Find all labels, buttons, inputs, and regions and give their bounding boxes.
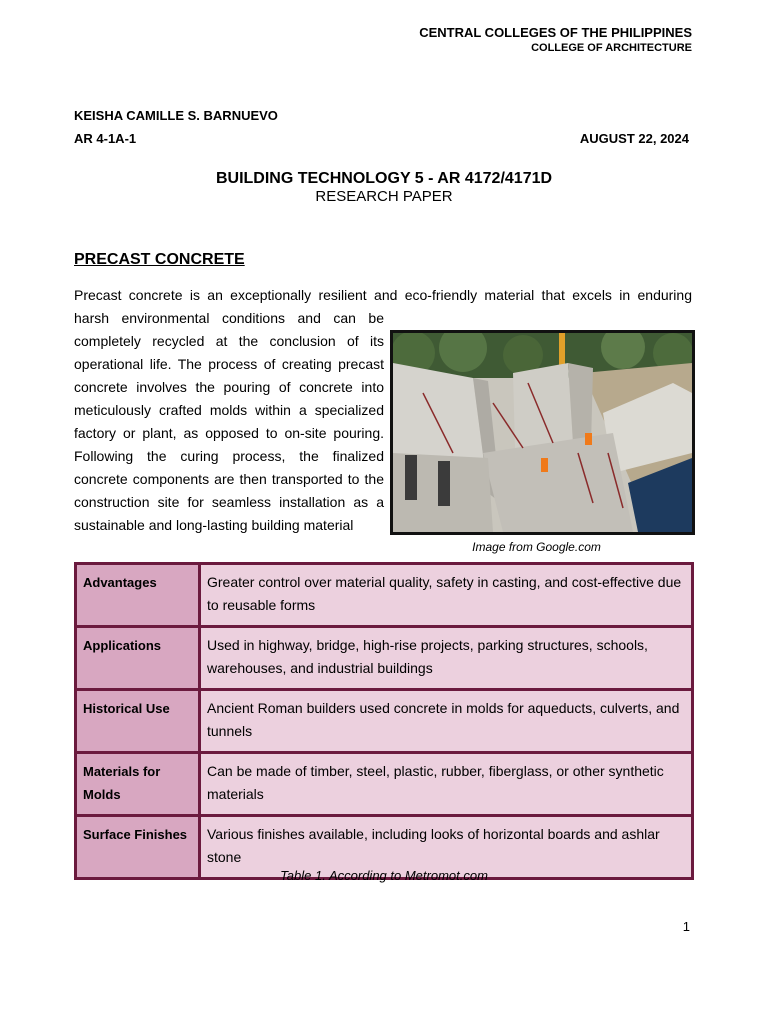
row-key: Surface Finishes [76, 816, 200, 879]
table-caption: Table 1. According to Metromot.com [280, 868, 488, 883]
institution-name: CENTRAL COLLEGES OF THE PHILIPPINES [419, 25, 692, 40]
row-value: Ancient Roman builders used concrete in molds for aqueducts, culverts, and tunnels [200, 690, 693, 753]
row-value: Used in highway, bridge, high-rise projects, parking structures, schools, warehouses, and industrial buildings [200, 627, 693, 690]
row-key: Historical Use [76, 690, 200, 753]
precast-info-table [74, 562, 694, 880]
section-heading: PRECAST CONCRETE [74, 251, 245, 268]
row-key: Materials for Molds [76, 753, 200, 816]
college-name: COLLEGE OF ARCHITECTURE [531, 42, 692, 54]
table-row [76, 753, 693, 816]
row-key: Applications [76, 627, 200, 690]
table-row [76, 564, 693, 627]
table-row [76, 690, 693, 753]
paragraph-body: harsh environmental conditions and can be completely recycled at the conclusion of its operational life. The process of creating precast concrete involves the pouring of concrete into meticulously crafted molds within a specialized factory or plant, as opposed to on-site pouring. Following the curing process, the finalized concrete components are then transported to the construction site for seamless installation as a sustainable and long-lasting building material [74, 310, 384, 533]
row-value: Greater control over material quality, safety in casting, and cost-effective due to reusable forms [200, 564, 693, 627]
paragraph-first-line: Precast concrete is an exceptionally resilient and eco-friendly material that excels in enduring [74, 287, 692, 303]
paper-type: RESEARCH PAPER [315, 188, 453, 205]
precast-construction-photo [390, 330, 695, 535]
course-title: BUILDING TECHNOLOGY 5 - AR 4172/4171D [215, 170, 553, 187]
page-number: 1 [682, 919, 690, 934]
row-value: Various finishes available, including looks of horizontal boards and ashlar stone [200, 816, 693, 879]
author-name: KEISHA CAMILLE S. BARNUEVO [74, 108, 278, 123]
document-date: AUGUST 22, 2024 [579, 131, 689, 146]
class-section: AR 4-1A-1 [74, 131, 137, 146]
table-row [76, 627, 693, 690]
row-value: Can be made of timber, steel, plastic, rubber, fiberglass, or other synthetic materials [200, 753, 693, 816]
row-key: Advantages [76, 564, 200, 627]
image-caption: Image from Google.com [472, 540, 601, 554]
